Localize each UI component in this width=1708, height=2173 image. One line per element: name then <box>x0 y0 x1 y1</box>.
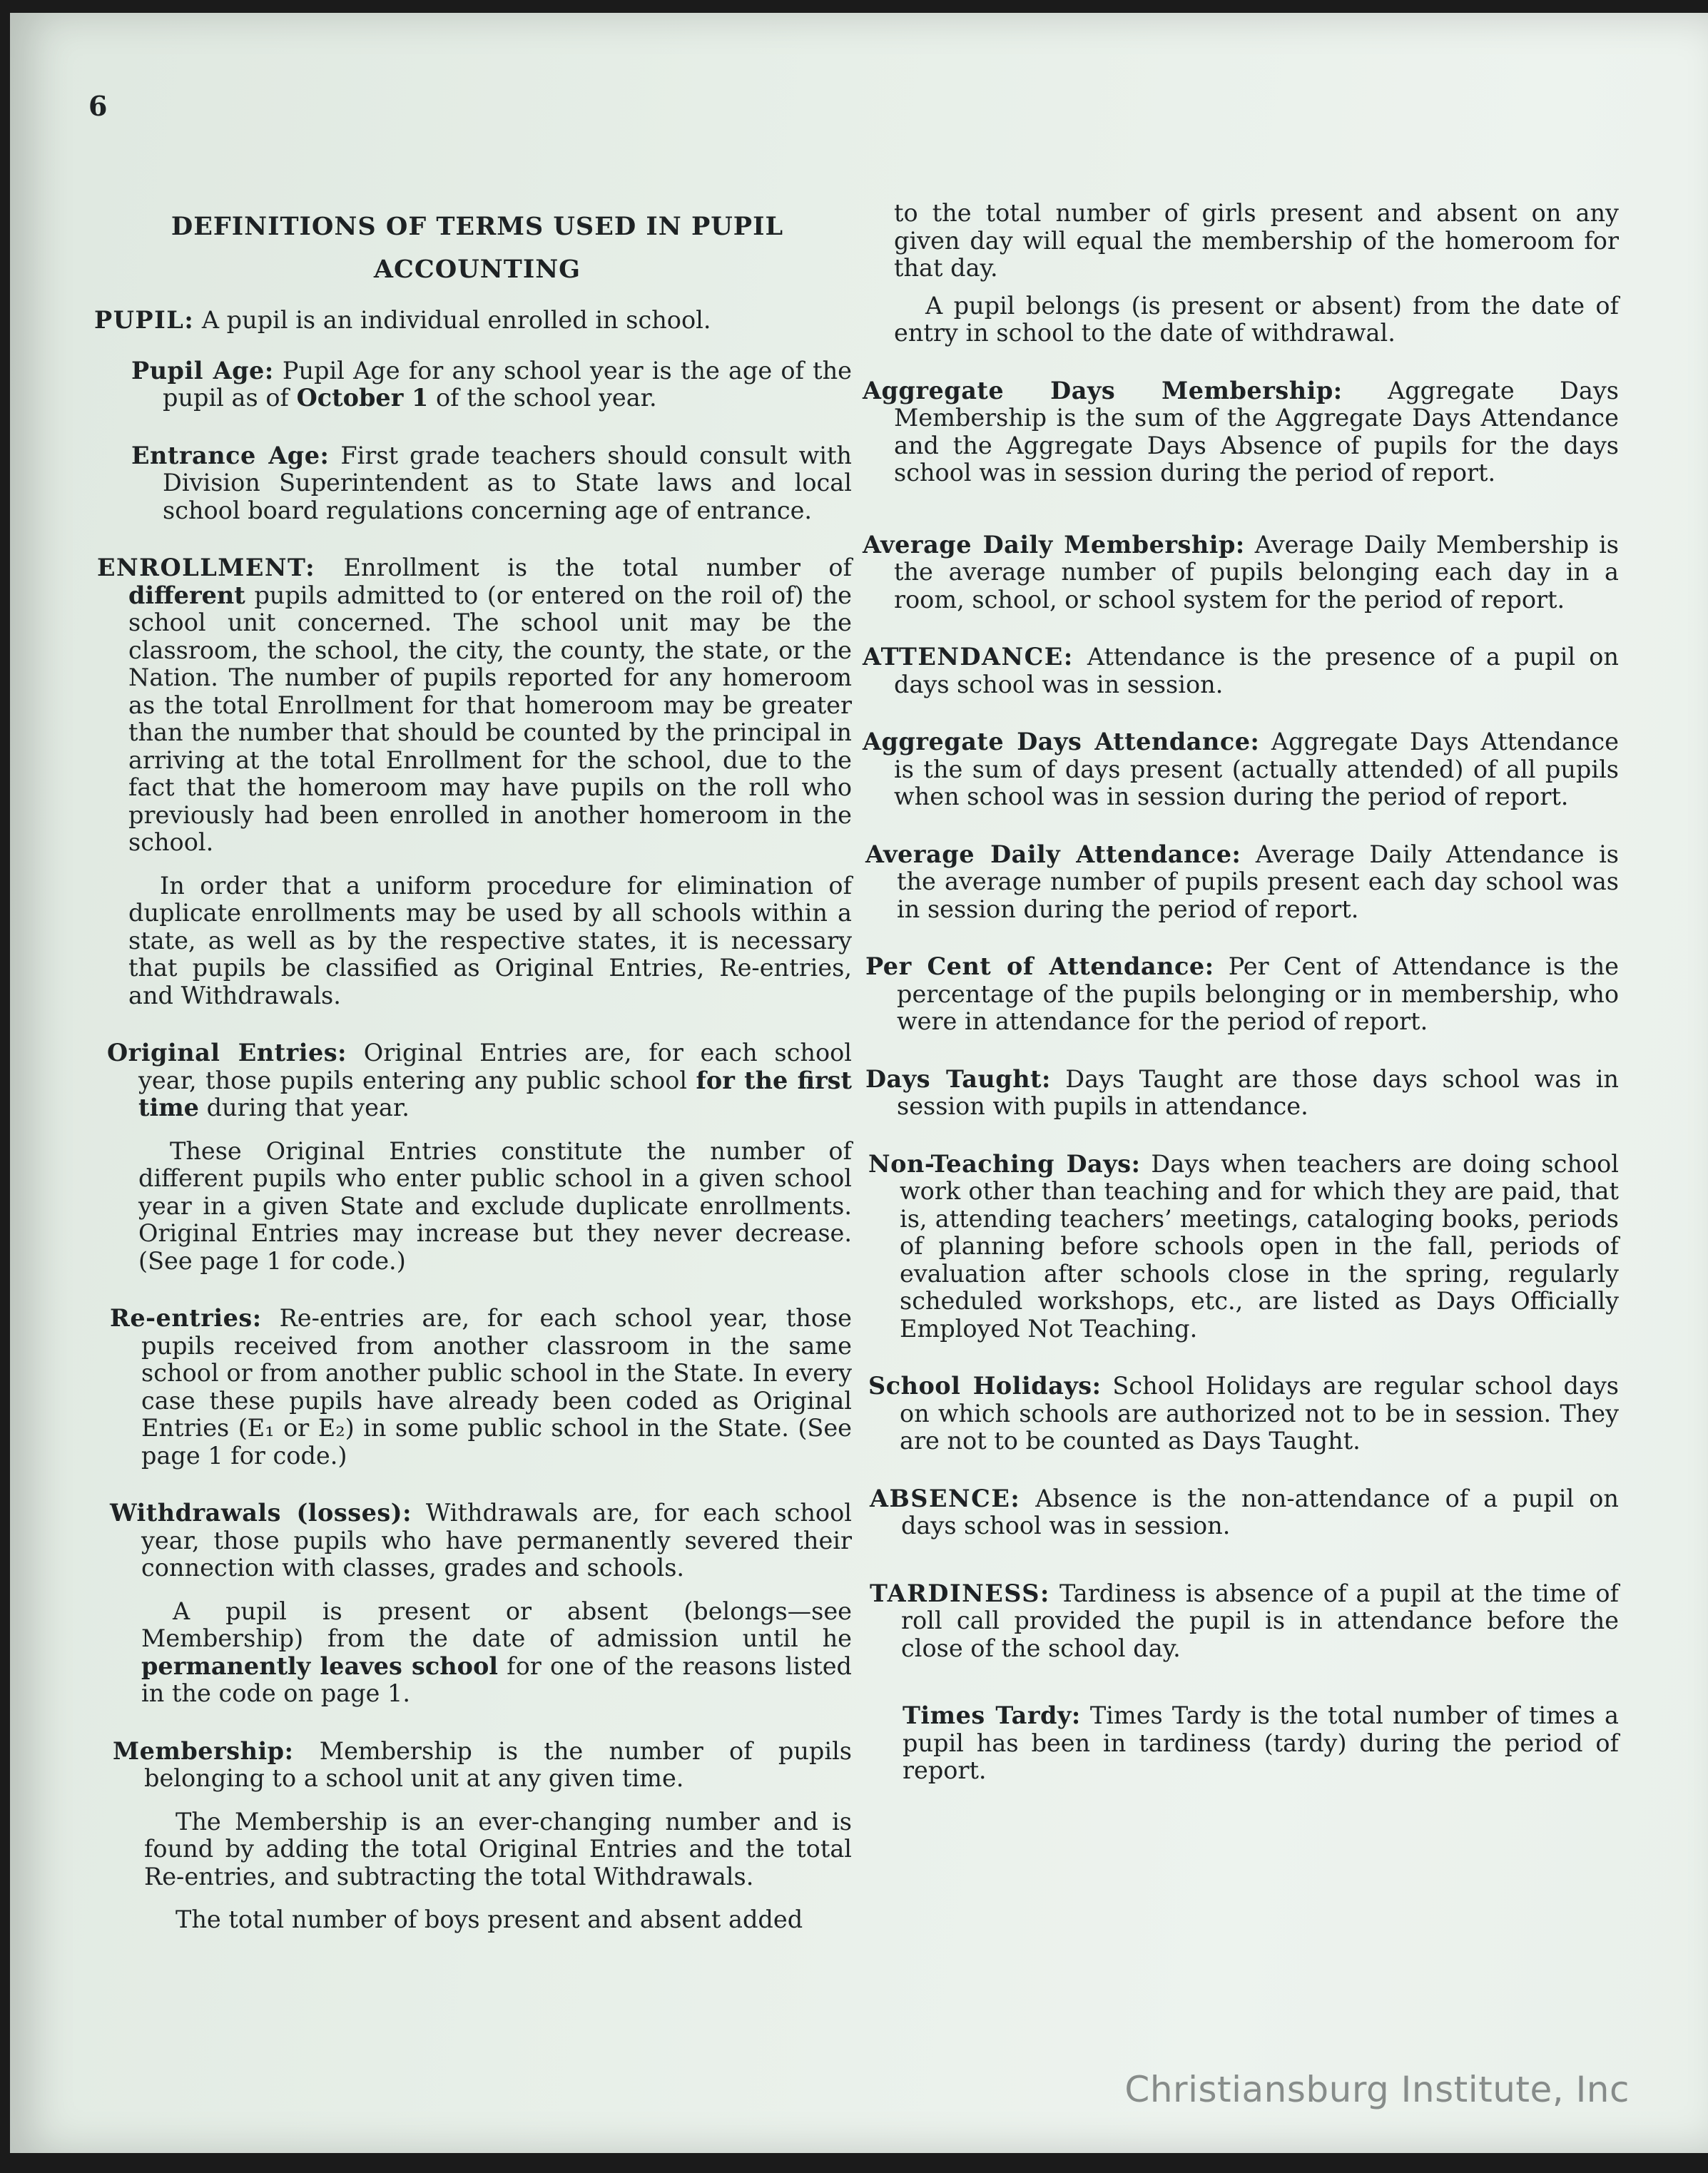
definition-enrollment <box>97 554 852 1009</box>
definition-paragraph: These Original Entries constitute the number of different pupils who enter public school in a given school year in a given State and exclude duplicate enrollments. Original Entries may increase but they never decrease. (See page 1 for code.) <box>138 1136 852 1275</box>
definition-paragraph <box>110 1598 852 1708</box>
emphasis-text: different <box>128 581 245 609</box>
term-label: Withdrawals (losses): <box>110 1499 412 1527</box>
definition-text: Aggregate Days Membership is the sum of the Aggregate Days Attendance and the Aggregate Days Absence of pupils for the days school was in session during the period of report. <box>894 376 1619 487</box>
definition-tardiness <box>870 1580 1619 1663</box>
document-page <box>10 13 1708 2153</box>
term-label: School Holidays: <box>868 1372 1102 1400</box>
definition-aggregate-days-attendance <box>863 728 1619 811</box>
definition-text: Aggregate Days Attendance is the sum of days present (actually attended) of all pupils when school was in session during the period of report. <box>894 728 1619 810</box>
definition-text: Original Entries are, for each school year, those pupils entering any public school <box>138 1039 852 1094</box>
definition-text: of the school year. <box>428 384 657 412</box>
term-label: PUPIL: <box>94 306 195 334</box>
definition-text: Average Daily Attendance is the average number of pupils present each day school was in session during the period of report. <box>897 840 1619 923</box>
left-column <box>94 205 853 1964</box>
definition-text: Average Daily Membership is the average number of pupils belonging each day in a room, school, or school system for the period of report. <box>894 530 1619 614</box>
definition-text: First grade teachers should consult with Division Superintendent as to State laws and local school board regulations concerning age of entrance. <box>163 441 852 524</box>
definition-text: Days Taught are those days school was in session with pupils in attendance. <box>897 1064 1619 1120</box>
term-label: Average Daily Attendance: <box>865 840 1241 868</box>
definition-times-tardy <box>903 1702 1619 1785</box>
title-line-1: DEFINITIONS OF TERMS USED IN PUPIL <box>171 212 784 241</box>
definition-text: Pupil Age for any school year is the age of the pupil as of <box>163 356 852 412</box>
definition-absence <box>870 1485 1619 1540</box>
definition-membership <box>113 1738 852 1934</box>
definition-text: Re-entries are, for each school year, those pupils received from another classroom in the same school or from another public school in the State. In every case these pupils have already been coded as Original Entries (E₁ or E₂) in some public school in the State. (See page 1 for code.) <box>141 1304 852 1470</box>
membership-continuation <box>894 200 1619 347</box>
title-line-2: ACCOUNTING <box>373 255 581 284</box>
emphasis-text: October 1 <box>296 384 429 412</box>
right-column <box>863 200 1619 1815</box>
definition-average-daily-attendance <box>865 841 1619 924</box>
definition-school-holidays <box>868 1373 1619 1455</box>
continuation-text: to the total number of girls present and absent on any given day will equal the membership of the homeroom for that day. <box>894 199 1619 282</box>
term-label: Days Taught: <box>865 1064 1051 1093</box>
emphasis-text: permanently leaves school <box>141 1652 499 1680</box>
term-label: Aggregate Days Attendance: <box>863 728 1260 755</box>
term-label: Pupil Age: <box>131 356 274 385</box>
definition-average-daily-membership <box>863 531 1619 614</box>
definition-re-entries <box>110 1305 852 1470</box>
definition-text: Membership is the number of pupils belonging to a school unit at any given time. <box>144 1736 852 1792</box>
definition-non-teaching-days <box>868 1151 1619 1343</box>
definition-days-taught <box>865 1066 1619 1121</box>
definition-attendance <box>863 643 1619 698</box>
paragraph-text: for one of the reasons listed in the code on page 1. <box>141 1652 852 1707</box>
term-label: TARDINESS: <box>870 1579 1050 1607</box>
definition-aggregate-days-membership <box>863 377 1619 487</box>
definition-text: Times Tardy is the total number of times a pupil has been in tardiness (tardy) during the period of report. <box>903 1701 1619 1784</box>
definition-pupil <box>94 307 852 335</box>
definition-text: Enrollment is the total number of <box>315 554 852 581</box>
term-label: ATTENDANCE: <box>863 643 1074 671</box>
definition-original-entries <box>107 1039 852 1275</box>
emphasis-text: for the first time <box>138 1066 853 1121</box>
definition-text: Absence is the non-attendance of a pupil on days school was in session. <box>901 1484 1619 1540</box>
definition-withdrawals <box>110 1500 852 1708</box>
term-label: Average Daily Membership: <box>863 530 1245 559</box>
definition-text: Withdrawals are, for each school year, those pupils who have permanently severed their connection with classes, grades and schools. <box>141 1499 852 1582</box>
watermark: Christiansburg Institute, Inc <box>1124 2069 1630 2110</box>
paragraph-text: A pupil is present or absent (belongs—see Membership) from the date of admission until he <box>141 1597 852 1652</box>
term-label: Original Entries: <box>107 1039 347 1067</box>
term-label: ENROLLMENT: <box>97 554 316 581</box>
term-label: ABSENCE: <box>870 1484 1021 1512</box>
continuation-paragraph: A pupil belongs (is present or absent) from the date of entry in school to the date of withdrawal. <box>894 291 1619 347</box>
definition-text: A pupil is an individual enrolled in school. <box>194 306 711 334</box>
definition-text: Attendance is the presence of a pupil on days school was in session. <box>894 643 1619 698</box>
term-label: Per Cent of Attendance: <box>865 952 1214 980</box>
definition-paragraph: In order that a uniform procedure for elimination of duplicate enrollments may be used by all schools within a state, as well as by the respective states, it is necessary that pupils be classified as Original Entries, Re-entries, and Withdrawals. <box>128 871 852 1009</box>
page-number: 6 <box>88 90 108 122</box>
definition-text: Days when teachers are doing school work other than teaching and for which they are paid, that is, attending teachers’ meetings, cataloging books, periods of planning before schools open in the fall, periods of evaluation after schools close in the spring, regularly scheduled workshops, etc., are listed as Days Officially Employed Not Teaching. <box>900 1149 1619 1343</box>
term-label: Entrance Age: <box>131 441 330 469</box>
term-label: Re-entries: <box>110 1304 262 1332</box>
definition-paragraph: The Membership is an ever-changing number and is found by adding the total Original Entries and the total Re-entries, and subtracting the total Withdrawals. <box>144 1807 852 1890</box>
definition-text: Per Cent of Attendance is the percentage of the pupils belonging or in membership, who were in attendance for the period of report. <box>897 952 1620 1035</box>
definition-text: during that year. <box>198 1094 410 1121</box>
term-label: Non-Teaching Days: <box>868 1149 1141 1178</box>
definition-per-cent-attendance <box>865 953 1619 1036</box>
term-label: Membership: <box>113 1736 294 1765</box>
definition-text: Tardiness is absence of a pupil at the time of roll call provided the pupil is in attendance before the close of the school day. <box>901 1579 1619 1662</box>
definition-entrance-age <box>131 442 852 525</box>
term-label: Aggregate Days Membership: <box>863 376 1343 404</box>
term-label: Times Tardy: <box>903 1701 1081 1729</box>
definition-paragraph: The total number of boys present and absent added <box>176 1905 803 1933</box>
definition-text: pupils admitted to (or entered on the roil of) the school unit concerned. The school unit may be the classroom, the school, the city, the county, the state, or the Nation. The number of pupils reported for any homeroom as the total Enrollment for that homeroom may be greater than the number that should be counted by the principal in arriving at the total Enrollment for the school, due to the fact that the homeroom may have pupils on the roll who previously had been enrolled in another homeroom in the school. <box>128 581 852 856</box>
definition-pupil-age <box>131 357 852 412</box>
page-title <box>103 205 852 291</box>
definition-text: School Holidays are regular school days on which schools are authorized not to be in session. They are not to be counted as Days Taught. <box>900 1372 1619 1455</box>
